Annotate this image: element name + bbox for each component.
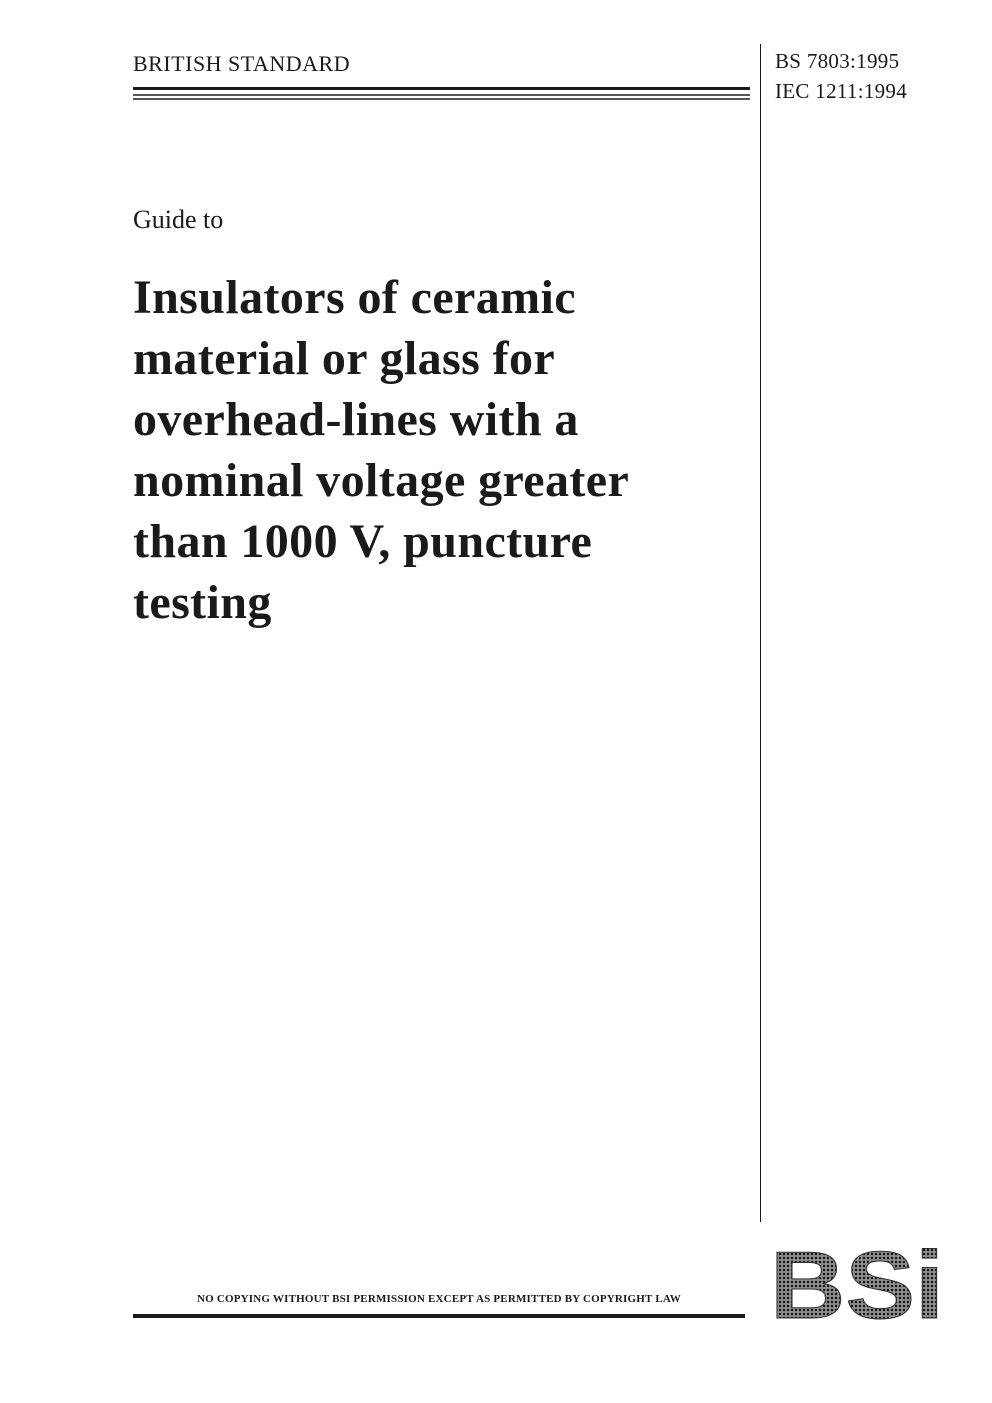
iec-standard-number: IEC 1211:1994 bbox=[775, 79, 908, 103]
document-title bbox=[133, 267, 753, 633]
document-type-label: BRITISH STANDARD bbox=[133, 51, 351, 76]
header-rule-tertiary bbox=[133, 98, 750, 100]
title-prefix: Guide to bbox=[133, 205, 224, 234]
title-line: nominal voltage greater bbox=[133, 454, 630, 507]
copyright-notice: NO COPYING WITHOUT BSI PERMISSION EXCEPT AS PERMITTED BY COPYRIGHT LAW bbox=[196, 1293, 682, 1305]
title-line: material or glass for bbox=[133, 332, 556, 385]
bs-standard-number: BS 7803:1995 bbox=[775, 49, 900, 73]
header-rule-secondary bbox=[133, 94, 750, 96]
header-rule bbox=[133, 87, 750, 90]
title-line: than 1000 V, puncture bbox=[133, 515, 593, 568]
title-line: testing bbox=[133, 576, 272, 629]
standard-numbers bbox=[775, 46, 907, 106]
bsi-logo-icon bbox=[770, 1240, 944, 1320]
title-line: Insulators of ceramic bbox=[133, 271, 576, 324]
vertical-divider bbox=[760, 44, 761, 1222]
footer-rule bbox=[133, 1314, 745, 1318]
title-line: overhead-lines with a bbox=[133, 393, 579, 446]
svg-text:BSi: BSi bbox=[770, 1240, 944, 1320]
